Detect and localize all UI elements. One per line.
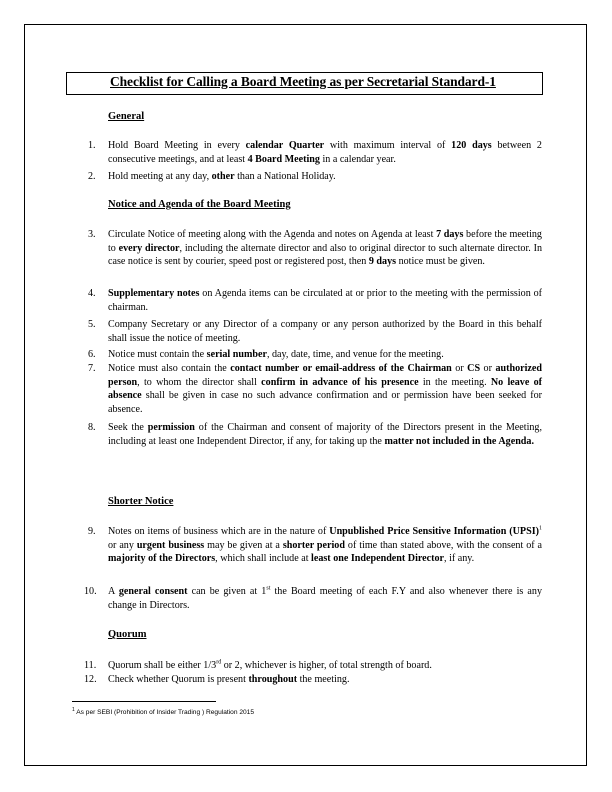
section-heading-notice-agenda: Notice and Agenda of the Board Meeting — [108, 199, 291, 210]
item-number: 9. — [88, 526, 96, 537]
text-run: Check whether Quorum is present — [108, 674, 249, 685]
bold-text: other — [211, 171, 235, 182]
bold-text: permission — [147, 422, 195, 433]
item-number: 1. — [88, 140, 96, 151]
text-run: or — [480, 363, 496, 374]
bold-text: 9 days — [368, 256, 397, 268]
text-run: may be given at a — [204, 539, 283, 551]
bold-text: majority of the Directors — [108, 553, 216, 565]
text-run: between 2 consecutive meetings, and at least — [108, 140, 542, 165]
document-title: Checklist for Calling a Board Meeting as per Secretarial Standard-1 — [110, 74, 496, 89]
checklist-item — [88, 362, 542, 416]
superscript: st — [266, 585, 271, 592]
checklist-item — [88, 287, 542, 314]
text-run: Notes on items of business which are in the nature of — [108, 526, 330, 537]
item-text — [108, 348, 542, 362]
bold-text: CS — [467, 363, 481, 374]
text-run: of the Chairman and consent of majority of the Directors present in the Meeting, including at least one Independent Director, if any, for taking up the — [108, 422, 542, 447]
item-text — [108, 673, 542, 687]
bold-text: contact number or email-address of the Chairman — [230, 363, 452, 374]
section-heading-shorter-notice: Shorter Notice — [108, 496, 174, 507]
text-run: notice must be given. — [396, 256, 485, 268]
checklist-item — [88, 170, 542, 184]
section-heading-quorum: Quorum — [108, 629, 147, 640]
text-run: Notice must also contain the — [108, 363, 231, 374]
text-run: Seek the — [108, 422, 148, 433]
text-run: the meeting. — [297, 674, 350, 685]
bold-text: confirm in advance of his presence — [261, 376, 419, 388]
checklist-item — [88, 318, 542, 345]
text-run: in a calendar year. — [319, 153, 396, 165]
item-number: 7. — [88, 363, 96, 374]
section-heading-general: General — [108, 111, 145, 122]
item-text — [108, 228, 542, 269]
bold-text: authorized person — [108, 363, 542, 388]
bold-text: every director — [118, 242, 180, 254]
item-text — [108, 362, 542, 416]
text-run: , to whom the director shall — [137, 376, 262, 388]
text-run: shall be given in case no such advance confirmation and or permission have been seeked for absence. — [108, 390, 542, 415]
checklist-item — [84, 659, 542, 673]
bold-text: Supplementary notes — [108, 288, 200, 299]
text-run: Circulate Notice of meeting along with the Agenda and notes on Agenda at least — [108, 229, 437, 240]
item-number: 6. — [88, 349, 96, 360]
text-run: before the meeting to — [108, 229, 542, 254]
checklist-item — [88, 139, 542, 166]
text-run: , day, date, time, and venue for the meeting. — [266, 349, 444, 360]
text-run: with maximum interval of — [324, 140, 452, 151]
text-run: the Board meeting of each F.Y and also whenever there is any change in Directors. — [108, 586, 542, 611]
superscript: 1 — [539, 525, 543, 532]
bold-text: calendar Quarter — [245, 140, 325, 151]
bold-text: serial number — [206, 349, 267, 360]
item-text — [108, 421, 542, 448]
item-number: 10. — [84, 586, 97, 597]
text-run: or any — [108, 539, 137, 551]
bold-text: least one Independent Director — [311, 553, 445, 565]
bold-text: 7 days — [436, 229, 464, 240]
text-run: Quorum shall be either 1/3 — [108, 660, 217, 671]
checklist-item — [88, 228, 542, 269]
item-number: 11. — [84, 660, 97, 671]
text-run: , including the alternate director and also to original director to such alternate director. In case notice is sent by courier, speed post or registered post, then — [108, 242, 542, 268]
item-number: 2. — [88, 171, 96, 182]
item-text — [108, 659, 542, 673]
bold-text: throughout — [248, 674, 298, 685]
item-text — [108, 318, 542, 345]
item-number: 3. — [88, 229, 96, 240]
bold-text: No leave of absence — [108, 376, 543, 402]
footnote-text: As per SEBI (Prohibition of Insider Trading ) Regulation 2015 — [74, 709, 255, 716]
bold-text: 120 days — [451, 140, 492, 151]
item-number: 8. — [88, 422, 96, 433]
item-text — [108, 585, 542, 612]
item-number: 12. — [84, 674, 97, 685]
bold-text: 4 Board Meeting — [247, 153, 320, 165]
footnote-mark: 1 — [72, 706, 75, 713]
text-run: or 2, whichever is higher, of total strength of board. — [221, 660, 432, 671]
item-text — [108, 139, 542, 166]
text-run: Hold meeting at any day, — [108, 171, 212, 182]
checklist-item — [84, 585, 542, 612]
footnote-separator — [72, 701, 216, 702]
item-text — [108, 287, 542, 314]
checklist-item — [84, 673, 542, 687]
text-run: can be given at 1 — [187, 586, 267, 597]
item-text — [108, 170, 542, 184]
item-number: 4. — [88, 288, 96, 299]
text-run: A — [108, 586, 119, 597]
text-run: , if any. — [444, 553, 475, 565]
item-text — [108, 525, 542, 566]
checklist-item — [88, 525, 542, 566]
text-run: in the meeting. — [418, 376, 491, 388]
item-number: 5. — [88, 319, 96, 330]
bold-text: general consent — [118, 586, 188, 597]
text-run: Company Secretary or any Director of a company or any person authorized by the Board in this behalf shall issue the notice of meeting. — [108, 319, 542, 344]
footnote — [72, 706, 255, 716]
text-run: , which shall include at — [215, 553, 312, 565]
text-run: than a National Holiday. — [234, 171, 336, 182]
checklist-item — [88, 348, 542, 362]
checklist-item — [88, 421, 542, 448]
bold-text: matter not included in the Agenda. — [384, 435, 534, 447]
bold-text: Unpublished Price Sensitive Information (UPSI) — [329, 526, 540, 537]
superscript: rd — [216, 659, 222, 666]
text-run: on Agenda items can be circulated at or prior to the meeting with the permission of chairman. — [108, 288, 542, 313]
bold-text: urgent business — [136, 539, 205, 551]
text-run: Hold Board Meeting in every — [108, 140, 246, 151]
text-run: or — [451, 363, 468, 374]
bold-text: shorter period — [282, 539, 345, 551]
text-run: of time than stated above, with the consent of a — [344, 539, 542, 551]
text-run: Notice must contain the — [108, 349, 207, 360]
